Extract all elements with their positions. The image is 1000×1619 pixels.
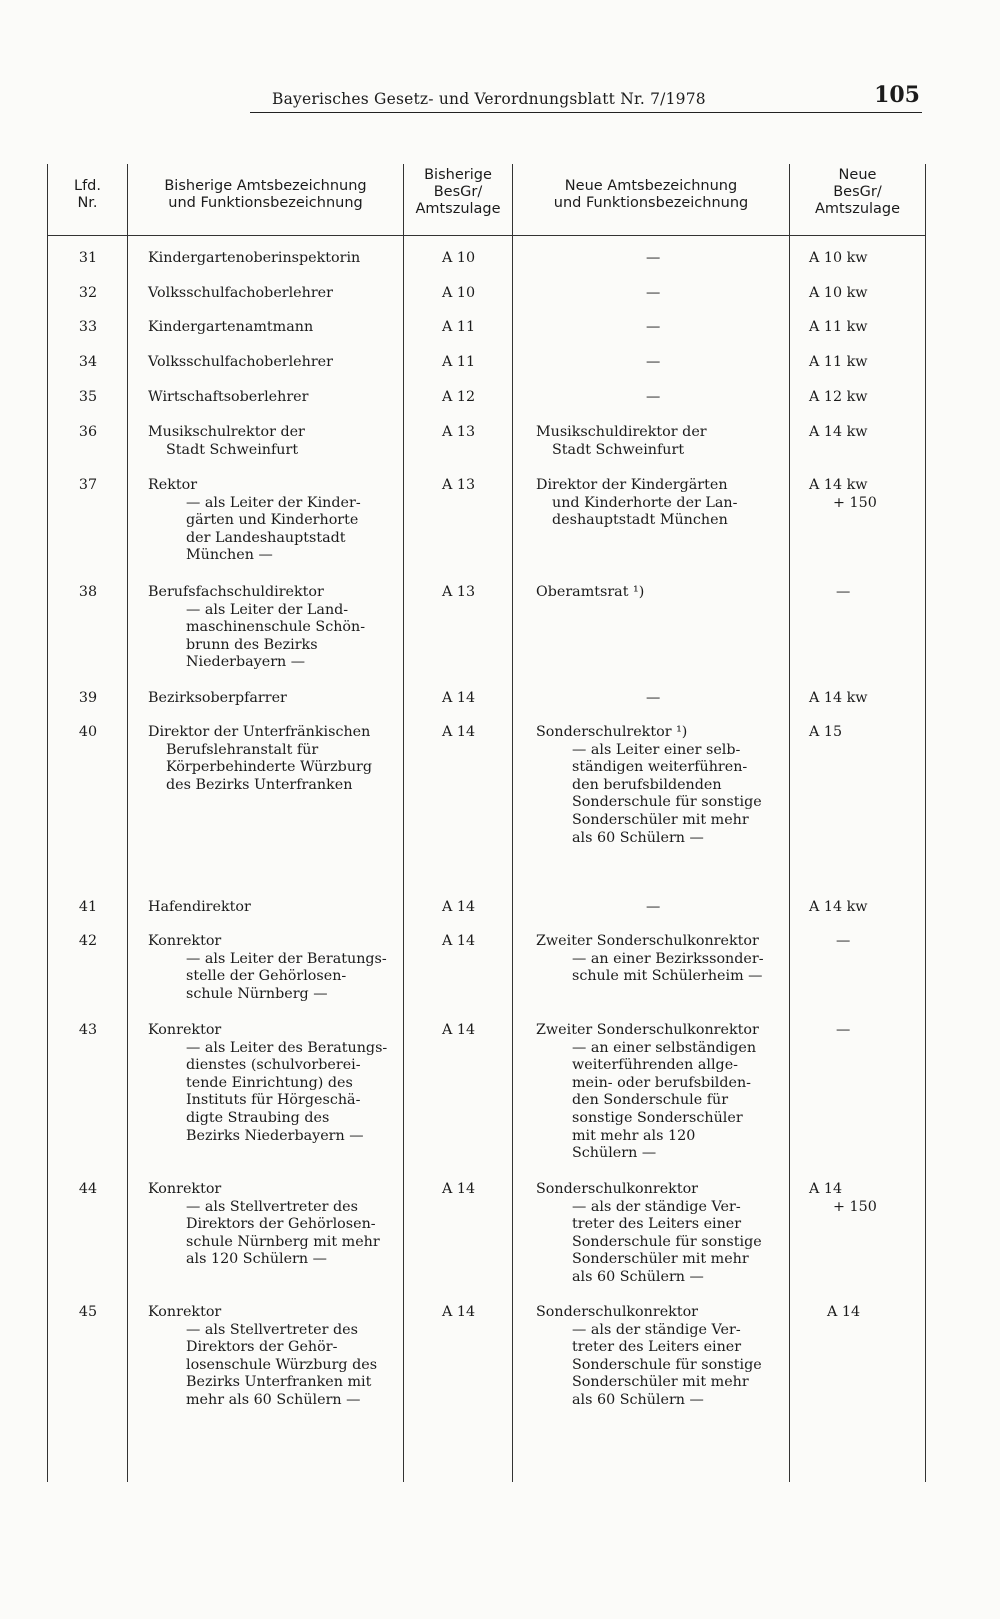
new-grade-line: A 12 kw [809,389,868,405]
old-title-line: Musikschulrektor der [148,424,305,440]
old-title-line: Wirtschaftsoberlehrer [148,389,309,405]
old-title-line: Volksschulfachoberlehrer [148,285,333,301]
new-title-line: Zweiter Sonderschulkonrektor [536,933,759,949]
old-title-line: schule Nürnberg mit mehr [186,1233,380,1250]
new-title-line: Schülern — [572,1145,657,1162]
page-header [250,84,922,113]
row-number: 35 [78,389,98,405]
new-title-line: — als der ständige Ver- [572,1321,741,1338]
old-title-line: maschinenschule Schön- [186,619,366,636]
old-title-line: tende Einrichtung) des [186,1074,353,1091]
old-title-line: Direktors der Gehör- [186,1339,338,1356]
old-title-line: Körperbehinderte Würzburg [166,759,373,776]
new-grade-line: A 10 kw [809,250,868,266]
new-grade-line: — [836,933,851,949]
new-title-line: — [646,354,661,370]
new-title-line: treter des Leiters einer [572,1339,742,1356]
page-number: 105 [874,82,920,108]
old-title-line: Stadt Schweinfurt [166,441,299,458]
column-header-new-grade: Neue BesGr/ Amtszulage [814,167,901,217]
new-grade-line: + 150 [833,1198,877,1215]
new-title-line: ständigen weiterführen- [572,759,748,776]
new-grade-line: A 15 [809,724,843,740]
new-title-line: deshauptstadt München [552,512,728,529]
old-title-line: Direktors der Gehörlosen- [186,1216,376,1233]
header-rule [48,235,925,236]
old-grade: A 14 [442,1304,476,1320]
new-title-line: Musikschuldirektor der [536,424,707,440]
new-grade-line: A 10 kw [809,285,868,301]
old-title-line: schule Nürnberg — [186,985,328,1002]
row-number: 34 [78,354,98,370]
column-rule [127,164,128,1482]
old-title-line: digte Straubing des [186,1110,330,1126]
column-header-nr: Lfd. Nr. [74,178,101,211]
old-grade: A 14 [442,1022,476,1038]
new-grade-line: A 14 [827,1304,861,1320]
new-title-line: als 60 Schülern — [572,1392,704,1408]
old-title-line: als 120 Schülern — [186,1251,327,1268]
row-number: 31 [78,250,98,266]
old-grade: A 11 [442,319,476,335]
column-header-old-title: Bisherige Amtsbezeichnung und Funktionsbezeichnung [164,178,367,211]
old-title-line: dienstes (schulvorberei- [186,1057,361,1074]
row-number: 36 [78,424,98,440]
new-title-line: Oberamtsrat ¹) [536,584,645,600]
old-grade: A 14 [442,690,476,706]
old-title-line: Direktor der Unterfränkischen [148,724,371,740]
old-title-line: München — [186,547,273,564]
old-title-line: Konrektor [148,1022,222,1038]
new-title-line: — [646,250,661,266]
new-grade-line: + 150 [833,494,877,511]
new-title-line: — als Leiter einer selb- [572,741,741,758]
row-number: 32 [78,285,98,301]
new-grade-line: A 14 [809,1181,843,1197]
new-title-line: — als der ständige Ver- [572,1198,741,1215]
new-grade-line: — [836,584,851,600]
new-title-line: — [646,389,661,405]
new-grade-line: A 14 kw [809,899,868,915]
old-title-line: mehr als 60 Schülern — [186,1392,361,1408]
new-title-line: — [646,285,661,301]
new-title-line: Stadt Schweinfurt [552,441,685,458]
new-title-line: schule mit Schülerheim — [572,968,763,985]
old-title-line: Berufslehranstalt für [166,741,319,758]
row-number: 45 [78,1304,98,1320]
old-title-line: Kindergartenoberinspektorin [148,250,361,266]
old-title-line: Rektor [148,477,198,493]
row-number: 42 [78,933,98,949]
new-title-line: Zweiter Sonderschulkonrektor [536,1022,759,1038]
new-title-line: Direktor der Kindergärten [536,477,728,493]
old-title-line: stelle der Gehörlosen- [186,968,347,985]
new-title-line: Sonderschulrektor ¹) [536,724,688,740]
old-grade: A 13 [442,584,476,600]
new-title-line: Sonderschulkonrektor [536,1304,699,1320]
old-title-line: Bezirks Niederbayern — [186,1127,364,1144]
old-title-line: Hafendirektor [148,899,251,915]
old-title-line: — als Leiter des Beratungs- [186,1039,388,1056]
new-title-line: Sonderschule für sonstige [572,794,762,811]
new-grade-line: A 14 kw [809,424,868,440]
old-title-line: Bezirksoberpfarrer [148,690,287,706]
new-title-line: als 60 Schülern — [572,829,704,846]
old-title-line: — als Leiter der Kinder- [186,494,361,511]
old-title-line: Konrektor [148,933,222,949]
new-title-line: — [646,319,661,335]
new-title-line: treter des Leiters einer [572,1216,742,1233]
old-title-line: Niederbayern — [186,654,306,671]
old-title-line: Volksschulfachoberlehrer [148,354,333,370]
old-title-line: Instituts für Hörgeschä- [186,1092,361,1109]
old-title-line: der Landeshauptstadt [186,529,346,546]
old-title-line: — als Leiter der Land- [186,601,349,618]
new-title-line: mit mehr als 120 [572,1127,696,1144]
new-title-line: — an einer Bezirkssonder- [572,950,764,967]
old-title-line: Kindergartenamtmann [148,319,314,335]
row-number: 43 [78,1022,98,1038]
old-grade: A 11 [442,354,476,370]
new-grade-line: A 11 kw [809,319,868,335]
old-title-line: — als Stellvertreter des [186,1321,358,1338]
new-grade-line: A 14 kw [809,477,868,493]
column-header-old-grade: Bisherige BesGr/ Amtszulage [415,167,501,217]
new-title-line: Sonderschulkonrektor [536,1181,699,1197]
old-grade: A 14 [442,933,476,949]
row-number: 38 [78,584,98,600]
old-grade: A 14 [442,724,476,740]
old-title-line: Bezirks Unterfranken mit [186,1374,372,1391]
old-title-line: Konrektor [148,1304,222,1320]
new-title-line: mein- oder berufsbilden- [572,1074,752,1091]
row-number: 33 [78,319,98,335]
old-grade: A 10 [442,250,476,266]
old-title-line: Berufsfachschuldirektor [148,584,324,600]
old-title-line: — als Leiter der Beratungs- [186,950,387,967]
column-header-new-title: Neue Amtsbezeichnung und Funktionsbezeichnung [553,178,749,211]
new-title-line: den berufsbildenden [572,776,722,793]
classification-table [47,164,926,1482]
column-rule [789,164,790,1482]
old-grade: A 13 [442,477,476,493]
new-title-line: den Sonderschule für [572,1092,729,1109]
row-number: 37 [78,477,98,493]
new-grade-line: A 11 kw [809,354,868,370]
old-grade: A 14 [442,1181,476,1197]
new-title-line: als 60 Schülern — [572,1269,704,1285]
row-number: 41 [78,899,98,915]
new-title-line: Sonderschule für sonstige [572,1233,762,1250]
old-title-line: Konrektor [148,1181,222,1197]
new-title-line: Sonderschüler mit mehr [572,812,749,828]
row-number: 44 [78,1181,98,1197]
row-number: 40 [78,724,98,740]
new-title-line: und Kinderhorte der Lan- [552,494,738,511]
old-grade: A 10 [442,285,476,301]
new-title-line: — [646,690,661,706]
old-grade: A 13 [442,424,476,440]
new-grade-line: A 14 kw [809,690,868,706]
old-title-line: — als Stellvertreter des [186,1198,358,1215]
old-title-line: losenschule Würzburg des [186,1356,378,1373]
new-title-line: — an einer selbständigen [572,1039,757,1056]
header-title: Bayerisches Gesetz- und Verordnungsblatt Nr. 7/1978 [272,90,706,108]
old-title-line: gärten und Kinderhorte [186,512,359,529]
new-title-line: weiterführenden allge- [572,1057,738,1074]
old-grade: A 12 [442,389,476,405]
new-title-line: sonstige Sonderschüler [572,1110,743,1126]
new-grade-line: — [836,1022,851,1038]
old-title-line: brunn des Bezirks [186,636,318,653]
column-rule [512,164,513,1482]
new-title-line: — [646,899,661,915]
new-title-line: Sonderschüler mit mehr [572,1374,749,1391]
old-grade: A 14 [442,899,476,915]
old-title-line: des Bezirks Unterfranken [166,776,353,793]
column-rule [403,164,404,1482]
new-title-line: Sonderschule für sonstige [572,1356,762,1373]
row-number: 39 [78,690,98,706]
new-title-line: Sonderschüler mit mehr [572,1251,749,1268]
